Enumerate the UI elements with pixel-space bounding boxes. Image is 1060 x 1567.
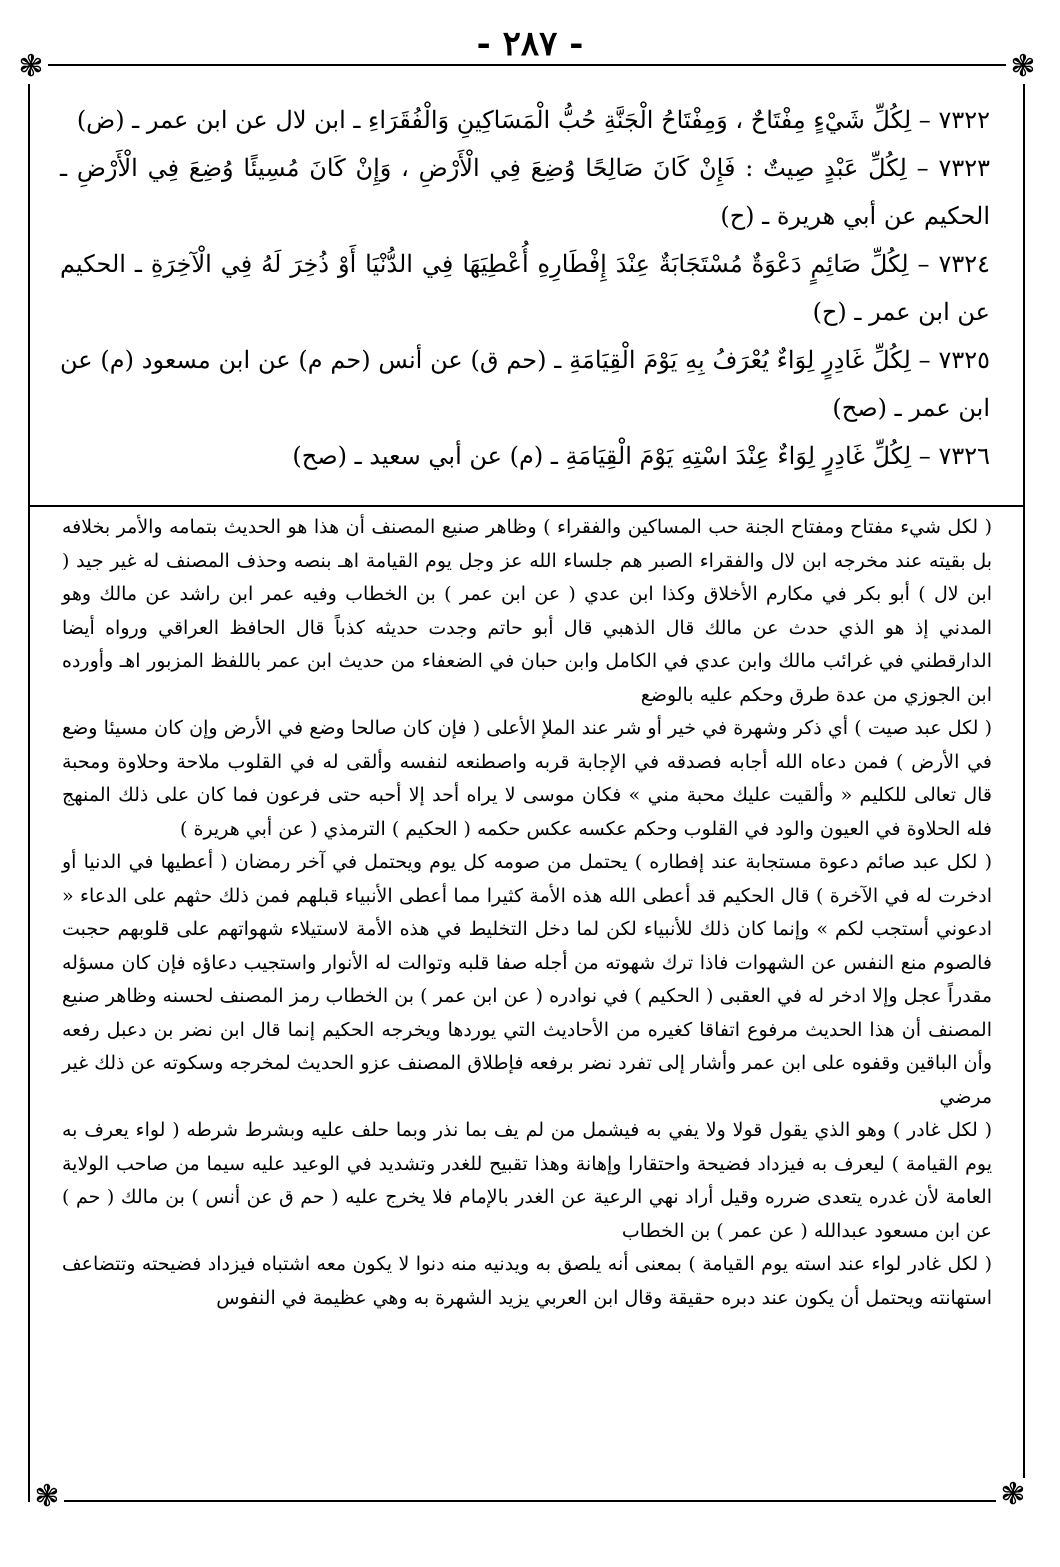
floral-corner-ornament-icon: ❃ — [1006, 50, 1040, 84]
hadith-entry-7324: ٧٣٢٤ – لِكُلِّ صَائِمٍ دَعْوَةٌ مُسْتَجَابَةٌ عِنْدَ إِفْطَارِهِ أُعْطِيَهَا فِي الدُّنْيَا أَوْ ذُخِرَ لَهُ فِي الْآخِرَةِ ـ الحكيم عن ابن عمر ـ (ح) — [60, 250, 990, 326]
hadith-entry-7325: ٧٣٢٥ – لِكُلِّ غَادِرٍ لِوَاءٌ يُعْرَفُ بِهِ يَوْمَ الْقِيَامَةِ ـ (حم ق) عن أنس (حم م) عن ابن مسعود (م) عن ابن عمر ـ (صح) — [60, 346, 990, 422]
commentary-paragraph: ( لكل غادر لواء عند استه يوم القيامة ) بمعنى أنه يلصق به ويدنيه منه دنوا لا يكون معه اشتباه فيزداد فضيحته وتتضاعف استهانته ويحتمل أن يكون عند دبره حقيقة وقال ابن العربي يزيد الشهرة به وهي عظيمة في النفوس — [62, 1253, 992, 1309]
page-number: - ٢٨٧ - — [476, 24, 584, 64]
commentary-section — [62, 511, 992, 1315]
commentary-paragraph: ( لكل عبد صائم دعوة مستجابة عند إفطاره ) يحتمل من صومه كل يوم ويحتمل في آخر رمضان ( أعطيها في الدنيا أو ادخرت له في الآخرة ) قال الحكيم قد أعطى الله هذه الأمة كثيرا مما أعطى الأنبياء قبلهم فمن ذلك حثهم على الدعاء « ادعوني أستجب لكم » وإنما كان ذلك للأنبياء لكن لما دخل التخليط في هذه الأمة لاستيلاء شهواتهم على قلوبهم حجبت فالصوم منع النفس عن الشهوات فاذا ترك شهوته من أجله صفا قلبه وتوالت له الأنوار واستجيب دعاؤه فإن كان مسؤله مقدراً عجل وإلا ادخر له في العقبى ( الحكيم ) في نوادره ( عن ابن عمر ) بن الخطاب رمز المصنف لحسنه وظاهر صنيع المصنف أن هذا الحديث مرفوع اتفاقا كغيره من الأحاديث التي يوردها ويخرجه الحكيم إنما قال ابن نضر بن دعبل رفعه وأن الباقين وقفوه على ابن عمر وأشار إلى تفرد نضر برفعه فإطلاق المصنف عزو الحديث لمخرجه وسكوته عن ذلك غير مرضي — [62, 851, 992, 1108]
floral-corner-ornament-icon: ❃ — [30, 1480, 64, 1514]
commentary-paragraph: ( لكل عبد صيت ) أي ذكر وشهرة في خير أو شر عند الملإ الأعلى ( فإن كان صالحا وضع في الأرض وإن كان مسيئا وضع في الأرض ) فمن دعاه الله أجابه فصدقه في الإجابة قربه واصطنعه لنفسه وألقى له في القلوب ملاحة وحلاوة ومحبة قال تعالى للكليم « وألقيت عليك محبة مني » فكان موسى لا يراه أحد إلا أحبه حتى فرعون فما كان على ذلك المنهج فله الحلاوة في العيون والود في القلوب وحكم عكسه عكس حكمه ( الحكيم ) الترمذي ( عن أبي هريرة ) — [62, 717, 992, 840]
section-divider — [28, 505, 1023, 507]
hadith-entry-7323: ٧٣٢٣ – لِكُلِّ عَبْدٍ صِيتٌ : فَإِنْ كَانَ صَالِحًا وُضِعَ فِي الْأَرْضِ ، وَإِنْ كَانَ مُسِيئًا وُضِعَ فِي الْأَرْضِ ـ الحكيم عن أبي هريرة ـ (ح) — [60, 154, 990, 230]
floral-corner-ornament-icon: ❃ — [996, 1478, 1030, 1512]
hadith-entry-7322: ٧٣٢٢ – لِكُلِّ شَيْءٍ مِفْتَاحٌ ، وَمِفْتَاحُ الْجَنَّةِ حُبُّ الْمَسَاكِينِ وَالْفُقَرَاءِ ـ ابن لال عن ابن عمر ـ (ض) — [76, 106, 990, 134]
floral-corner-ornament-icon: ❃ — [14, 50, 48, 84]
commentary-paragraph: ( لكل شيء مفتاح ومفتاح الجنة حب المساكين والفقراء ) وظاهر صنيع المصنف أن هذا هو الحديث بتمامه والأمر بخلافه بل بقيته عند مخرجه ابن لال والفقراء الصبر هم جلساء الله عز وجل يوم القيامة اهـ بنصه وحذف المصنف له غير جيد ( ابن لال ) أبو بكر في مكارم الأخلاق وكذا ابن عدي ( عن ابن عمر ) بن الخطاب وفيه عمر ابن راشد عن مالك وهو المدني إذ هو الذي حدث عن مالك قال الذهبي قال أبو حاتم وجدت حديثه كذباً قال الحافظ العراقي ورواه أيضا الدارقطني في غرائب مالك وابن عدي في الكامل وابن حبان في الضعفاء من حديث ابن عمر باللفظ المزبور اهـ وأورده ابن الجوزي من عدة طرق وحكم عليه بالوضع — [62, 516, 993, 706]
hadith-entry-7326: ٧٣٢٦ – لِكُلِّ غَادِرٍ لِوَاءٌ عِنْدَ اسْتِهِ يَوْمَ الْقِيَامَةِ ـ (م) عن أبي سعيد ـ (صح) — [292, 442, 990, 470]
commentary-paragraph: ( لكل غادر ) وهو الذي يقول قولا ولا يفي به فيشمل من لم يف بما نذر وبما حلف عليه وبشرط شرطه ( لواء يعرف به يوم القيامة ) ليعرف به فيزداد فضيحة واحتقارا وإهانة وهذا تقبيح للغدر وتشديد في الوعيد عليه سيما من صاحب الولاية العامة لأن غدره يتعدى ضرره وقيل أراد نهي الرعية عن الغدر بالإمام فلا يخرج عليه ( حم ق عن أنس ) بن مالك ( حم ) عن ابن مسعود عبدالله ( عن عمر ) بن الخطاب — [62, 1119, 992, 1242]
hadith-list — [60, 96, 990, 480]
